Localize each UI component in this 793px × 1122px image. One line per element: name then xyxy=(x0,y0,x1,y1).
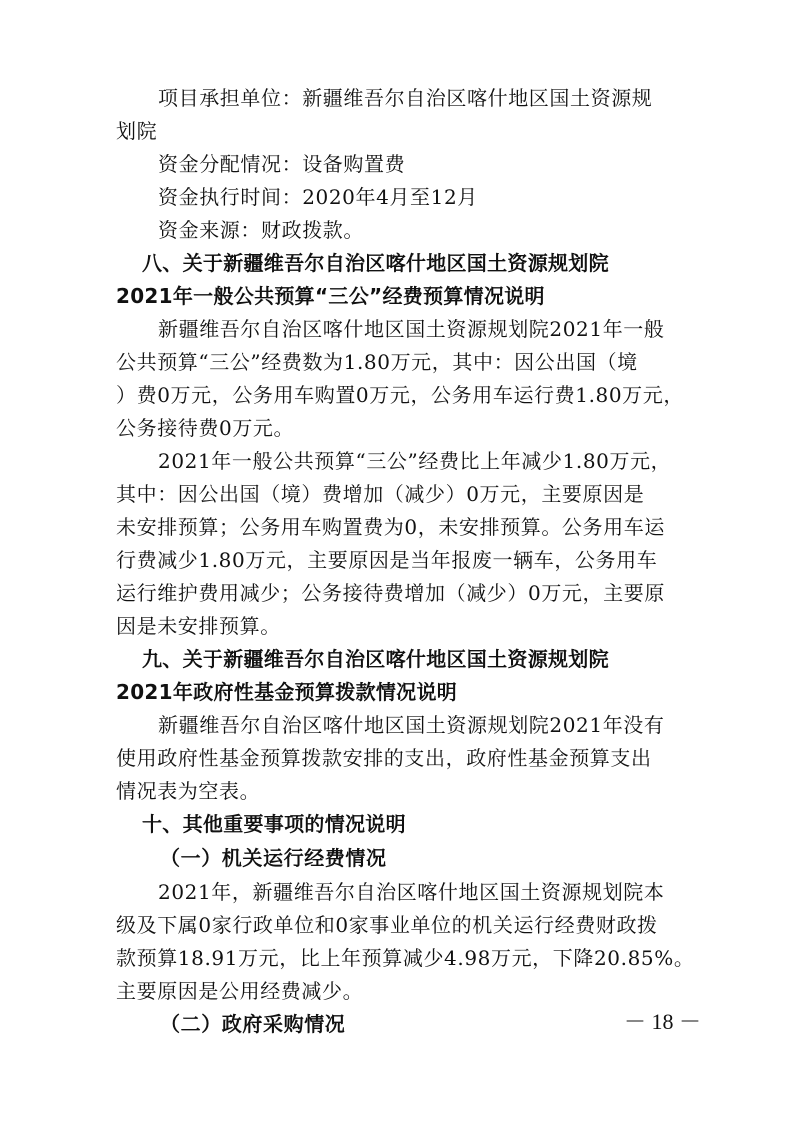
section-8-para2-line: 其中：因公出国（境）费增加（减少）0万元，主要原因是 xyxy=(116,482,645,506)
section-10-subheading-1: （一）机关运行经费情况 xyxy=(160,846,387,870)
fund-source-line: 资金来源：财政拨款。 xyxy=(158,218,364,242)
section-9-para-line: 使用政府性基金预算拨款安排的支出，政府性基金预算支出 xyxy=(116,746,652,770)
section-8-para1-line: 公共预算“三公”经费数为1.80万元，其中：因公出国（境 xyxy=(116,350,638,374)
section-10-sub1-para-line: 级及下属0家行政单位和0家事业单位的机关运行经费财政拨 xyxy=(116,913,658,937)
section-8-para1-line: 新疆维吾尔自治区喀什地区国土资源规划院2021年一般 xyxy=(158,317,665,341)
section-10-heading: 十、其他重要事项的情况说明 xyxy=(142,812,406,836)
page-number: － 18 － xyxy=(624,1009,702,1034)
section-9-para-line: 新疆维吾尔自治区喀什地区国土资源规划院2021年没有 xyxy=(158,713,665,737)
section-8-para2-line: 因是未安排预算。 xyxy=(116,614,281,638)
section-10-sub1-para-line: 款预算18.91万元，比上年预算减少4.98万元，下降20.85%。 xyxy=(116,946,695,970)
section-8-para1-line: 公务接待费0万元。 xyxy=(116,416,295,440)
section-9-heading-line1: 九、关于新疆维吾尔自治区喀什地区国土资源规划院 xyxy=(142,647,609,671)
section-8-heading-line2: 2021年一般公共预算“三公”经费预算情况说明 xyxy=(116,284,545,308)
section-8-para2-line: 运行维护费用减少；公务接待费增加（减少）0万元，主要原 xyxy=(116,581,665,605)
section-9-heading-line2: 2021年政府性基金预算拨款情况说明 xyxy=(116,680,458,704)
fund-allocation-line: 资金分配情况：设备购置费 xyxy=(158,152,406,176)
project-unit-line: 项目承担单位：新疆维吾尔自治区喀什地区国土资源规 xyxy=(158,86,653,110)
section-10-sub1-para-line: 主要原因是公用经费减少。 xyxy=(116,979,364,1003)
section-10-sub1-para-line: 2021年，新疆维吾尔自治区喀什地区国土资源规划院本 xyxy=(158,880,665,904)
fund-execution-time-line: 资金执行时间：2020年4月至12月 xyxy=(158,185,478,209)
section-8-para2-line: 2021年一般公共预算“三公”经费比上年减少1.80万元， xyxy=(158,449,672,473)
section-10-subheading-2: （二）政府采购情况 xyxy=(160,1012,346,1036)
section-9-para-line: 情况表为空表。 xyxy=(116,779,261,803)
section-8-para1-line: ）费0万元，公务用车购置0万元，公务用车运行费1.80万元， xyxy=(116,383,684,407)
project-unit-line-continued: 划院 xyxy=(116,119,158,143)
section-8-heading-line1: 八、关于新疆维吾尔自治区喀什地区国土资源规划院 xyxy=(142,251,609,275)
section-8-para2-line: 未安排预算；公务用车购置费为0，未安排预算。公务用车运 xyxy=(116,515,665,539)
section-8-para2-line: 行费减少1.80万元，主要原因是当年报废一辆车，公务用车 xyxy=(116,548,658,572)
